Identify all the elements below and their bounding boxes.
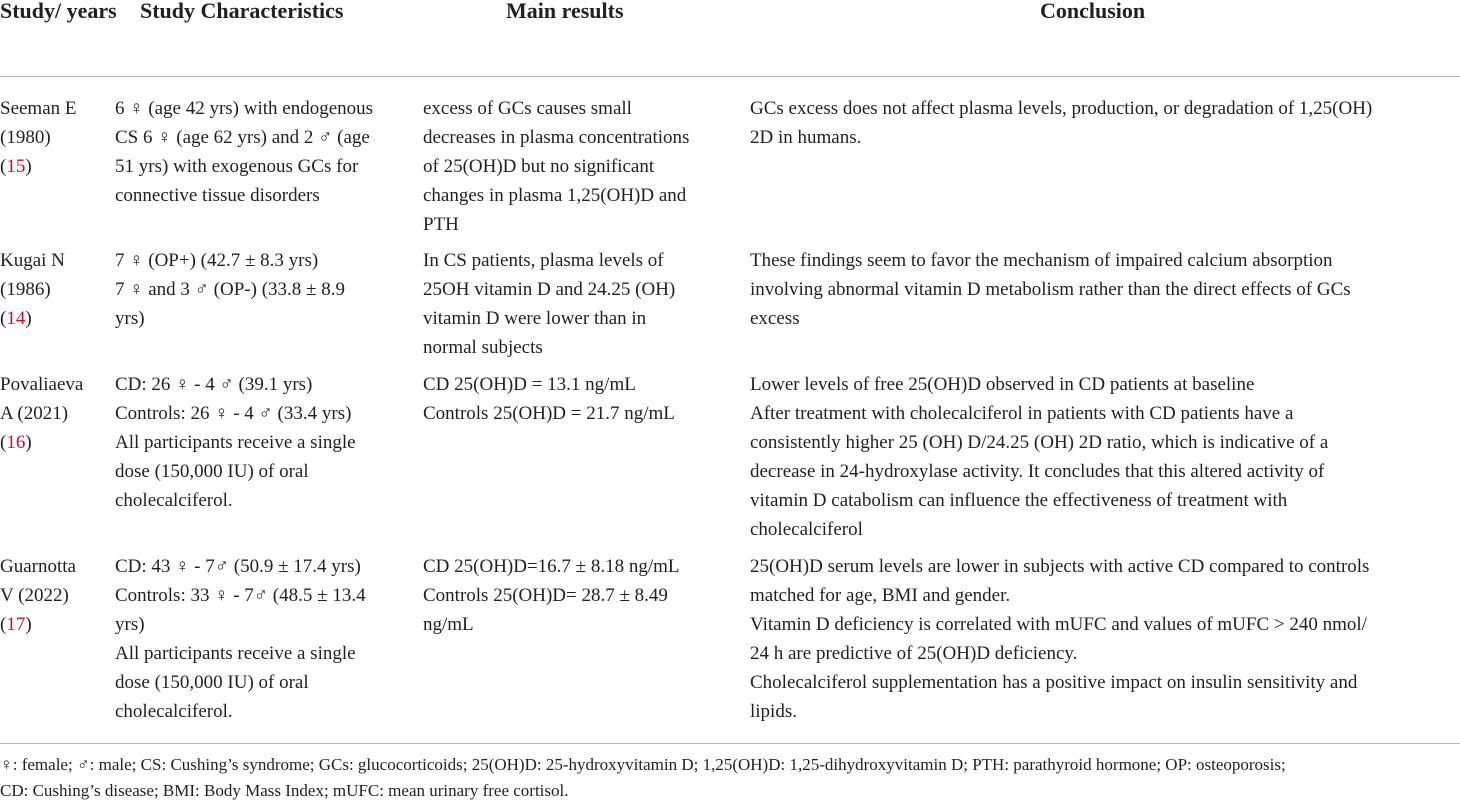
cell-line: (1986) (0, 279, 51, 300)
cell-line: vitamin D catabolism can influence the effectiveness of treatment with (750, 490, 1288, 511)
reference-link[interactable]: 15 (6, 156, 26, 177)
cell-study (0, 370, 83, 457)
cell-line: decrease in 24-hydroxylase activity. It concludes that this altered activity of (750, 461, 1325, 482)
cell-line: Controls 25(OH)D= 28.7 ± 8.49 (423, 585, 668, 606)
cell-line: 2D in humans. (750, 127, 862, 148)
cell-line: lipids. (750, 701, 797, 722)
cell-characteristics (115, 552, 366, 726)
reference-line: (16) (0, 432, 32, 453)
cell-line: connective tissue disorders (115, 185, 320, 206)
cell-characteristics (115, 246, 345, 333)
cell-line: Controls 25(OH)D = 21.7 ng/mL (423, 403, 675, 424)
cell-line: excess of GCs causes small (423, 98, 632, 119)
cell-line: cholecalciferol (750, 519, 863, 540)
header-main-results: Main results (506, 0, 624, 23)
cell-characteristics (115, 370, 356, 515)
cell-line: consistently higher 25 (OH) D/24.25 (OH) 2D ratio, which is indicative of a (750, 432, 1329, 453)
cell-study (0, 94, 77, 181)
header-conclusion: Conclusion (1040, 0, 1146, 23)
cell-line: Guarnotta (0, 556, 76, 577)
header-characteristics: Study Characteristics (140, 0, 344, 23)
cell-characteristics (115, 94, 373, 210)
cell-conclusion (750, 246, 1351, 333)
cell-line: 25OH vitamin D and 24.25 (OH) (423, 279, 676, 300)
cell-line: involving abnormal vitamin D metabolism rather than the direct effects of GCs (750, 279, 1351, 300)
header-rule (0, 76, 1460, 77)
cell-line: Controls: 33 ♀ - 7♂ (48.5 ± 13.4 (115, 585, 366, 606)
footer-rule (0, 743, 1460, 744)
cell-study (0, 552, 76, 639)
cell-line: PTH (423, 214, 459, 235)
cell-conclusion (750, 94, 1372, 152)
reference-line: (15) (0, 156, 32, 177)
reference-line: (14) (0, 308, 32, 329)
cell-line: V (2022) (0, 585, 69, 606)
cell-study (0, 246, 65, 333)
cell-line: of 25(OH)D but no significant (423, 156, 655, 177)
cell-line: dose (150,000 IU) of oral (115, 672, 309, 693)
cell-line: Cholecalciferol supplementation has a positive impact on insulin sensitivity and (750, 672, 1358, 693)
cell-results (423, 246, 675, 362)
cell-line: Vitamin D deficiency is correlated with mUFC and values of mUFC > 240 nmol/ (750, 614, 1367, 635)
cell-line: GCs excess does not affect plasma levels, production, or degradation of 1,25(OH) (750, 98, 1373, 119)
cell-line: All participants receive a single (115, 643, 356, 664)
cell-line: Seeman E (0, 98, 77, 119)
reference-link[interactable]: 14 (6, 308, 26, 329)
cell-line: 51 yrs) with exogenous GCs for (115, 156, 359, 177)
cell-line: All participants receive a single (115, 432, 356, 453)
cell-line: matched for age, BMI and gender. (750, 585, 1011, 606)
cell-line: 6 ♀ (age 42 yrs) with endogenous (115, 98, 374, 119)
cell-line: 7 ♀ and 3 ♂ (OP-) (33.8 ± 8.9 (115, 279, 345, 300)
cell-line: (1980) (0, 127, 51, 148)
cell-line: 25(OH)D serum levels are lower in subjects with active CD compared to controls (750, 556, 1370, 577)
cell-line: 7 ♀ (OP+) (42.7 ± 8.3 yrs) (115, 250, 319, 271)
cell-results (423, 370, 675, 428)
cell-line: A (2021) (0, 403, 69, 424)
cell-line: ng/mL (423, 614, 474, 635)
cell-line: These findings seem to favor the mechanism of impaired calcium absorption (750, 250, 1333, 271)
cell-line: In CS patients, plasma levels of (423, 250, 664, 271)
cell-line: CS 6 ♀ (age 62 yrs) and 2 ♂ (age (115, 127, 370, 148)
cell-line: Kugai N (0, 250, 65, 271)
header-study-years (0, 0, 117, 26)
cell-line: CD 25(OH)D = 13.1 ng/mL (423, 374, 636, 395)
reference-link[interactable]: 17 (6, 614, 26, 635)
cell-conclusion (750, 552, 1369, 726)
cell-line: excess (750, 308, 800, 329)
cell-line: dose (150,000 IU) of oral (115, 461, 309, 482)
reference-line: (17) (0, 614, 32, 635)
cell-line: After treatment with cholecalciferol in patients with CD patients have a (750, 403, 1294, 424)
header-line: years (66, 0, 117, 23)
cell-results (423, 94, 689, 239)
cell-line: CD 25(OH)D=16.7 ± 8.18 ng/mL (423, 556, 680, 577)
cell-line: CD: 26 ♀ - 4 ♂ (39.1 yrs) (115, 374, 313, 395)
cell-conclusion (750, 370, 1328, 544)
cell-results (423, 552, 680, 639)
cell-line: Controls: 26 ♀ - 4 ♂ (33.4 yrs) (115, 403, 352, 424)
cell-line: yrs) (115, 308, 145, 329)
cell-line: yrs) (115, 614, 145, 635)
cell-line: Lower levels of free 25(OH)D observed in CD patients at baseline (750, 374, 1255, 395)
header-line: Study/ (0, 0, 62, 23)
cell-line: cholecalciferol. (115, 490, 233, 511)
footnote-line: CD: Cushing’s disease; BMI: Body Mass Index; mUFC: mean urinary free cortisol. (0, 781, 569, 800)
reference-link[interactable]: 16 (6, 432, 26, 453)
table-footnote (0, 752, 1286, 804)
cell-line: decreases in plasma concentrations (423, 127, 690, 148)
cell-line: changes in plasma 1,25(OH)D and (423, 185, 687, 206)
cell-line: 24 h are predictive of 25(OH)D deficiency. (750, 643, 1078, 664)
cell-line: normal subjects (423, 337, 543, 358)
footnote-line: ♀: female; ♂: male; CS: Cushing’s syndrome; GCs: glucocorticoids; 25(OH)D: 25-hydroxyvitamin D; 1,25(OH)D: 1,25-dihydroxyvitamin D; PTH: parathyroid hormone; OP: osteoporosis; (0, 755, 1286, 774)
cell-line: Povaliaeva (0, 374, 84, 395)
cell-line: cholecalciferol. (115, 701, 233, 722)
cell-line: CD: 43 ♀ - 7♂ (50.9 ± 17.4 yrs) (115, 556, 361, 577)
cell-line: vitamin D were lower than in (423, 308, 647, 329)
